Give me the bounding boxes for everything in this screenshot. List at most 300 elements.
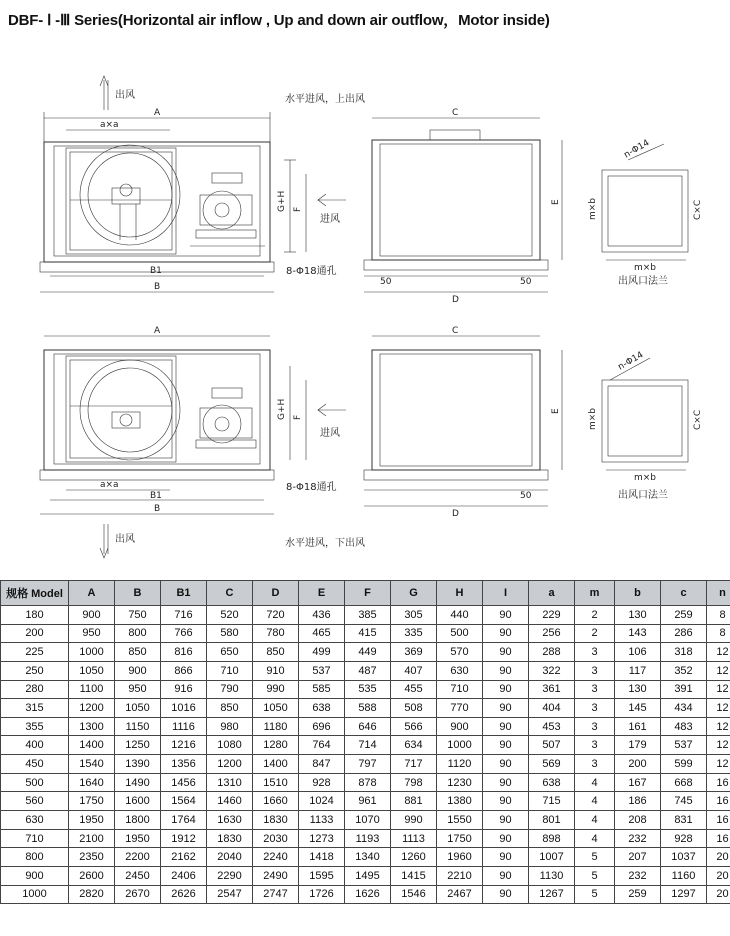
table-row (1, 717, 730, 736)
table-cell: 668 (661, 773, 707, 792)
table-header-cell: F (345, 581, 391, 606)
table-cell: 916 (161, 680, 207, 699)
table-cell: 90 (483, 624, 529, 643)
table-cell: 1400 (69, 736, 115, 755)
table-cell: 566 (391, 717, 437, 736)
table-cell: 453 (529, 717, 575, 736)
outlet-label: 出风 (115, 90, 135, 101)
table-cell: 980 (207, 717, 253, 736)
table-cell: 3 (575, 699, 615, 718)
table-cell: 1418 (299, 848, 345, 867)
table-cell: 455 (391, 680, 437, 699)
inlet-arrow-icon (318, 194, 346, 206)
table-cell: 961 (345, 792, 391, 811)
table-cell: 208 (615, 811, 661, 830)
table-cell: 878 (345, 773, 391, 792)
table-cell: 90 (483, 699, 529, 718)
dim-C: C (452, 108, 459, 118)
table-cell: 90 (483, 829, 529, 848)
table-cell: 585 (299, 680, 345, 699)
table-cell: 630 (437, 661, 483, 680)
table-cell: 161 (615, 717, 661, 736)
dim-A: A (154, 108, 161, 118)
table-cell: 280 (1, 680, 69, 699)
table-cell: 20 (707, 885, 730, 904)
table-cell: 580 (207, 624, 253, 643)
dim-cxc-2: C×C (693, 409, 703, 430)
table-cell: 4 (575, 773, 615, 792)
table-cell: 850 (207, 699, 253, 718)
bottom-view (40, 326, 703, 558)
table-cell: 3 (575, 717, 615, 736)
table-cell: 1950 (69, 811, 115, 830)
table-cell: 130 (615, 680, 661, 699)
table-cell: 1830 (253, 811, 299, 830)
table-cell: 900 (115, 661, 161, 680)
table-cell: 12 (707, 736, 730, 755)
table-cell: 90 (483, 680, 529, 699)
table-row (1, 773, 730, 792)
table-cell: 520 (207, 606, 253, 625)
table-cell: 1510 (253, 773, 299, 792)
table-cell: 391 (661, 680, 707, 699)
dim-nphi: n-Φ14 (622, 138, 652, 161)
dim-axa-2: a×a (100, 480, 119, 490)
table-cell: 850 (253, 643, 299, 662)
table-cell: 847 (299, 755, 345, 774)
table-header-cell: n (707, 581, 730, 606)
table-cell: 12 (707, 755, 730, 774)
table-cell: 16 (707, 792, 730, 811)
table-cell: 508 (391, 699, 437, 718)
table-cell: 90 (483, 792, 529, 811)
table-cell: 1495 (345, 866, 391, 885)
table-row (1, 811, 730, 830)
table-cell: 714 (345, 736, 391, 755)
table-cell: 599 (661, 755, 707, 774)
table-cell: 588 (345, 699, 391, 718)
table-cell: 2240 (253, 848, 299, 867)
table-cell: 535 (345, 680, 391, 699)
table-cell: 256 (529, 624, 575, 643)
table-cell: 638 (299, 699, 345, 718)
flange-label: 出风口法兰 (618, 276, 668, 287)
table-header-cell: m (575, 581, 615, 606)
dim-nphi-2: n-Φ14 (616, 350, 646, 373)
table-cell: 16 (707, 811, 730, 830)
table-cell: 5 (575, 866, 615, 885)
table-cell: 780 (253, 624, 299, 643)
table-cell: 950 (115, 680, 161, 699)
table-cell: 928 (661, 829, 707, 848)
dim-E-2: E (551, 408, 561, 414)
table-header-row (1, 581, 730, 606)
table-cell: 1400 (253, 755, 299, 774)
table-header-cell: C (207, 581, 253, 606)
table-cell: 179 (615, 736, 661, 755)
table-cell: 1750 (69, 792, 115, 811)
table-cell: 232 (615, 866, 661, 885)
table-cell: 2450 (115, 866, 161, 885)
table-cell: 710 (437, 680, 483, 699)
dim-D: D (452, 295, 459, 305)
table-cell: 200 (1, 624, 69, 643)
table-cell: 1630 (207, 811, 253, 830)
table-cell: 259 (615, 885, 661, 904)
table-cell: 1133 (299, 811, 345, 830)
table-cell: 3 (575, 661, 615, 680)
table-cell: 145 (615, 699, 661, 718)
table-cell: 1200 (69, 699, 115, 718)
table-cell: 2600 (69, 866, 115, 885)
table-cell: 90 (483, 755, 529, 774)
table-cell: 207 (615, 848, 661, 867)
table-cell: 1113 (391, 829, 437, 848)
table-cell: 537 (661, 736, 707, 755)
table-cell: 1000 (437, 736, 483, 755)
table-cell: 570 (437, 643, 483, 662)
dim-50-left: 50 (380, 277, 392, 287)
table-cell: 831 (661, 811, 707, 830)
dim-B1: B1 (150, 266, 162, 276)
table-cell: 797 (345, 755, 391, 774)
table-cell: 800 (1, 848, 69, 867)
dim-cxc: C×C (693, 199, 703, 220)
table-cell: 1050 (115, 699, 161, 718)
table-cell: 928 (299, 773, 345, 792)
table-cell: 900 (69, 606, 115, 625)
table-cell: 537 (299, 661, 345, 680)
table-cell: 1216 (161, 736, 207, 755)
table-cell: 288 (529, 643, 575, 662)
table-cell: 1193 (345, 829, 391, 848)
table-cell: 1037 (661, 848, 707, 867)
table-cell: 716 (161, 606, 207, 625)
table-cell: 1300 (69, 717, 115, 736)
table-cell: 465 (299, 624, 345, 643)
table-cell: 717 (391, 755, 437, 774)
hole-label: 8-Φ18通孔 (286, 266, 337, 277)
table-cell: 322 (529, 661, 575, 680)
table-row (1, 661, 730, 680)
dim-mxb: m×b (588, 197, 598, 220)
table-cell: 286 (661, 624, 707, 643)
table-row (1, 885, 730, 904)
table-cell: 710 (1, 829, 69, 848)
table-row (1, 680, 730, 699)
table-cell: 90 (483, 848, 529, 867)
technical-drawing (0, 40, 730, 570)
table-cell: 2100 (69, 829, 115, 848)
table-cell: 12 (707, 643, 730, 662)
table-cell: 1310 (207, 773, 253, 792)
table-header-cell: b (615, 581, 661, 606)
table-cell: 1356 (161, 755, 207, 774)
table-cell: 2210 (437, 866, 483, 885)
table-header-cell: 规格 Model (1, 581, 69, 606)
table-header-cell: a (529, 581, 575, 606)
table-cell: 20 (707, 848, 730, 867)
table-cell: 90 (483, 661, 529, 680)
table-row (1, 736, 730, 755)
dim-50-2: 50 (520, 491, 532, 501)
table-cell: 696 (299, 717, 345, 736)
table-cell: 12 (707, 680, 730, 699)
table-cell: 1764 (161, 811, 207, 830)
table-cell: 2162 (161, 848, 207, 867)
dim-E: E (551, 199, 561, 205)
table-cell: 1800 (115, 811, 161, 830)
table-cell: 1260 (391, 848, 437, 867)
dim-A-2: A (154, 326, 161, 336)
flange-label-2: 出风口法兰 (618, 490, 668, 501)
table-cell: 2547 (207, 885, 253, 904)
dim-mxb-bottom: m×b (634, 263, 657, 273)
table-cell: 750 (115, 606, 161, 625)
table-row (1, 606, 730, 625)
table-cell: 1297 (661, 885, 707, 904)
table-row (1, 624, 730, 643)
table-cell: 790 (207, 680, 253, 699)
table-cell: 801 (529, 811, 575, 830)
table-cell: 3 (575, 680, 615, 699)
table-cell: 8 (707, 606, 730, 625)
table-cell: 3 (575, 755, 615, 774)
table-cell: 1024 (299, 792, 345, 811)
dim-F: F (293, 206, 303, 212)
table-cell: 1912 (161, 829, 207, 848)
table-cell: 764 (299, 736, 345, 755)
table-cell: 2490 (253, 866, 299, 885)
view-caption-bottom: 水平进风，下出风 (285, 538, 365, 549)
table-cell: 1390 (115, 755, 161, 774)
table-cell: 1750 (437, 829, 483, 848)
table-cell: 5 (575, 848, 615, 867)
table-cell: 2030 (253, 829, 299, 848)
table-cell: 1726 (299, 885, 345, 904)
table-cell: 355 (1, 717, 69, 736)
table-cell: 2040 (207, 848, 253, 867)
table-cell: 259 (661, 606, 707, 625)
table-cell: 16 (707, 773, 730, 792)
table-cell: 335 (391, 624, 437, 643)
top-view (40, 76, 703, 305)
table-cell: 646 (345, 717, 391, 736)
table-cell: 2820 (69, 885, 115, 904)
table-cell: 745 (661, 792, 707, 811)
dim-C-2: C (452, 326, 459, 336)
table-cell: 1640 (69, 773, 115, 792)
table-cell: 1000 (1, 885, 69, 904)
dim-mxb-2: m×b (588, 407, 598, 430)
table-cell: 3 (575, 643, 615, 662)
table-cell: 900 (437, 717, 483, 736)
table-cell: 5 (575, 885, 615, 904)
table-cell: 881 (391, 792, 437, 811)
table-header-cell: A (69, 581, 115, 606)
table-cell: 200 (615, 755, 661, 774)
table-cell: 1160 (661, 866, 707, 885)
outlet-arrow-up-icon (100, 76, 108, 110)
table-cell: 1267 (529, 885, 575, 904)
table-cell: 720 (253, 606, 299, 625)
table-cell: 90 (483, 717, 529, 736)
table-cell: 90 (483, 606, 529, 625)
table-cell: 1016 (161, 699, 207, 718)
table-cell: 898 (529, 829, 575, 848)
table-cell: 415 (345, 624, 391, 643)
table-cell: 404 (529, 699, 575, 718)
table-cell: 436 (299, 606, 345, 625)
table-cell: 2350 (69, 848, 115, 867)
table-cell: 1380 (437, 792, 483, 811)
table-cell: 385 (345, 606, 391, 625)
table-cell: 250 (1, 661, 69, 680)
table-cell: 1100 (69, 680, 115, 699)
table-cell: 1050 (253, 699, 299, 718)
table-cell: 1595 (299, 866, 345, 885)
table-cell: 90 (483, 736, 529, 755)
table-cell: 990 (391, 811, 437, 830)
table-cell: 2 (575, 624, 615, 643)
page-title: DBF- Ⅰ -Ⅲ Series(Horizontal air inflow , Up and down air outflow，Motor inside) (8, 12, 550, 29)
inlet-label: 进风 (320, 214, 340, 225)
spec-table (0, 580, 730, 904)
table-cell: 634 (391, 736, 437, 755)
table-header-cell: B1 (161, 581, 207, 606)
table-cell: 1830 (207, 829, 253, 848)
table-cell: 487 (345, 661, 391, 680)
table-header-cell: H (437, 581, 483, 606)
table-cell: 1460 (207, 792, 253, 811)
table-cell: 1070 (345, 811, 391, 830)
outlet-arrow-down-icon (100, 524, 108, 558)
table-cell: 1080 (207, 736, 253, 755)
table-header-cell: B (115, 581, 161, 606)
dim-axa: a×a (100, 120, 119, 130)
table-cell: 2 (575, 606, 615, 625)
table-cell: 1230 (437, 773, 483, 792)
table-cell: 1050 (69, 661, 115, 680)
table-header-cell: D (253, 581, 299, 606)
table-header-cell: I (483, 581, 529, 606)
table-header-cell: G (391, 581, 437, 606)
table-cell: 1273 (299, 829, 345, 848)
table-cell: 1200 (207, 755, 253, 774)
dim-B1-2: B1 (150, 491, 162, 501)
table-row (1, 792, 730, 811)
table-cell: 12 (707, 699, 730, 718)
table-cell: 450 (1, 755, 69, 774)
table-cell: 315 (1, 699, 69, 718)
table-cell: 2747 (253, 885, 299, 904)
table-cell: 1007 (529, 848, 575, 867)
table-cell: 8 (707, 624, 730, 643)
table-cell: 407 (391, 661, 437, 680)
table-cell: 90 (483, 885, 529, 904)
dim-B-2: B (154, 504, 161, 514)
table-cell: 318 (661, 643, 707, 662)
table-cell: 2670 (115, 885, 161, 904)
table-cell: 1180 (253, 717, 299, 736)
table-cell: 2200 (115, 848, 161, 867)
table-cell: 1564 (161, 792, 207, 811)
table-cell: 500 (1, 773, 69, 792)
table-cell: 950 (69, 624, 115, 643)
table-cell: 2467 (437, 885, 483, 904)
table-cell: 2290 (207, 866, 253, 885)
table-cell: 1280 (253, 736, 299, 755)
table-row (1, 643, 730, 662)
table-cell: 900 (1, 866, 69, 885)
table-cell: 1250 (115, 736, 161, 755)
table-cell: 770 (437, 699, 483, 718)
table-header-cell: E (299, 581, 345, 606)
table-cell: 12 (707, 661, 730, 680)
table-cell: 1660 (253, 792, 299, 811)
table-row (1, 848, 730, 867)
table-cell: 180 (1, 606, 69, 625)
table-cell: 798 (391, 773, 437, 792)
table-cell: 117 (615, 661, 661, 680)
table-cell: 710 (207, 661, 253, 680)
table-cell: 2406 (161, 866, 207, 885)
outlet-label-2: 出风 (115, 534, 135, 545)
table-cell: 1340 (345, 848, 391, 867)
table-cell: 483 (661, 717, 707, 736)
table-cell: 90 (483, 811, 529, 830)
table-cell: 1120 (437, 755, 483, 774)
dim-50-right: 50 (520, 277, 532, 287)
dim-B: B (154, 282, 161, 292)
table-cell: 1960 (437, 848, 483, 867)
table-cell: 1000 (69, 643, 115, 662)
table-row (1, 829, 730, 848)
table-cell: 1415 (391, 866, 437, 885)
table-cell: 800 (115, 624, 161, 643)
dim-GH-2: G+H (277, 398, 287, 420)
table-cell: 499 (299, 643, 345, 662)
hole-label-2: 8-Φ18通孔 (286, 482, 337, 493)
inlet-label-2: 进风 (320, 428, 340, 439)
table-cell: 12 (707, 717, 730, 736)
dim-mxb2-bottom: m×b (634, 473, 657, 483)
table-cell: 167 (615, 773, 661, 792)
table-cell: 1130 (529, 866, 575, 885)
table-cell: 650 (207, 643, 253, 662)
table-cell: 20 (707, 866, 730, 885)
table-body (1, 606, 730, 904)
table-cell: 816 (161, 643, 207, 662)
table-cell: 4 (575, 792, 615, 811)
table-cell: 352 (661, 661, 707, 680)
table-cell: 766 (161, 624, 207, 643)
table-cell: 232 (615, 829, 661, 848)
table-cell: 4 (575, 811, 615, 830)
table-cell: 507 (529, 736, 575, 755)
table-cell: 2626 (161, 885, 207, 904)
table-cell: 434 (661, 699, 707, 718)
table-cell: 1950 (115, 829, 161, 848)
table-cell: 1150 (115, 717, 161, 736)
table-row (1, 699, 730, 718)
inlet-arrow-icon-2 (318, 404, 346, 416)
table-cell: 1626 (345, 885, 391, 904)
table-cell: 1540 (69, 755, 115, 774)
table-header-cell: c (661, 581, 707, 606)
dim-GH: G+H (277, 190, 287, 212)
table-cell: 449 (345, 643, 391, 662)
